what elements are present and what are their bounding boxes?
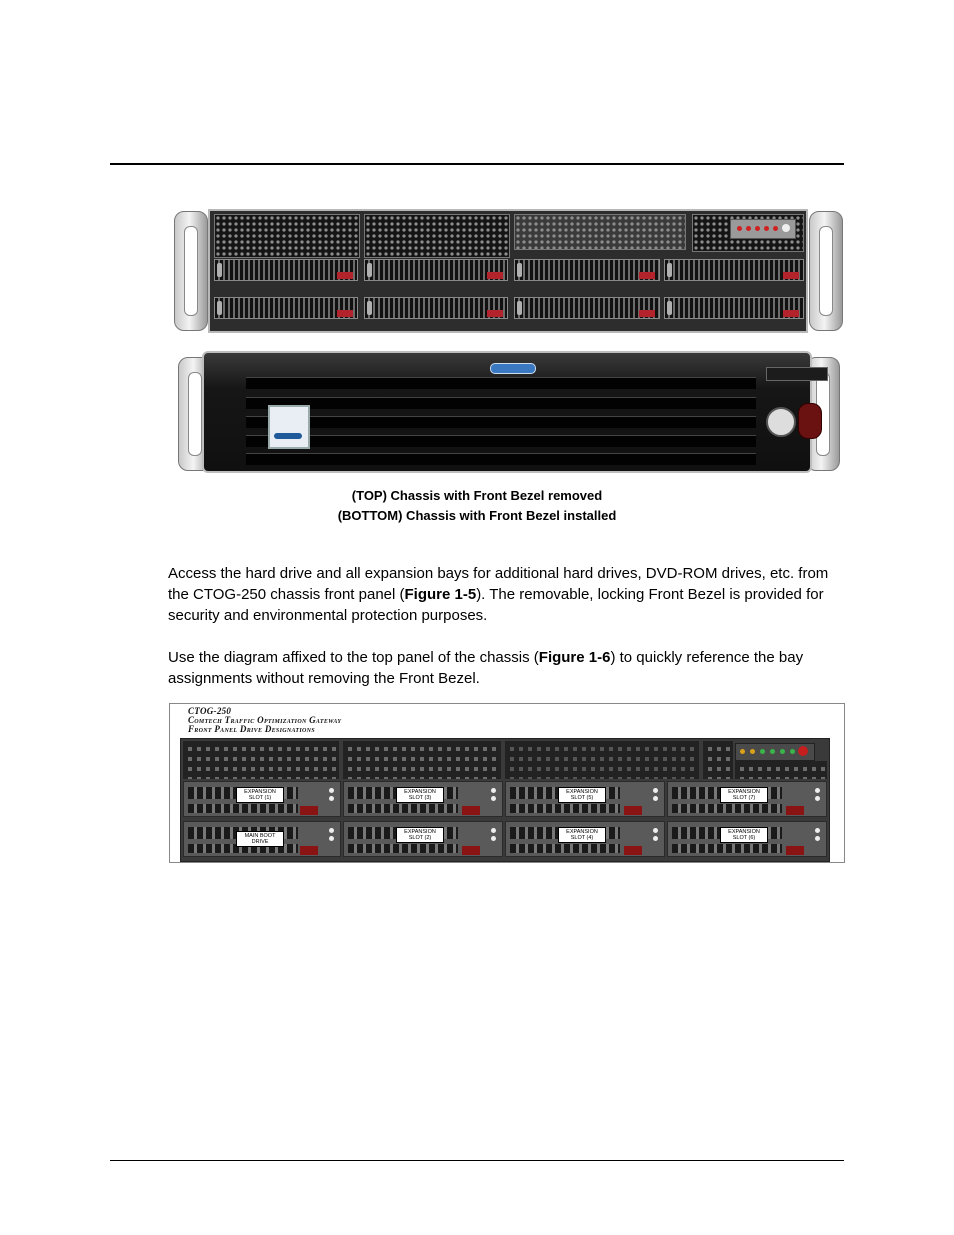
diagram-subtitle: Front Panel Drive Designations (188, 724, 315, 734)
diagram-subtitle: Comtech Traffic Optimization Gateway (188, 715, 342, 725)
bezel-slat (246, 435, 756, 447)
bezel-led-window (766, 367, 828, 381)
vent-grille (214, 214, 360, 258)
paragraph-text: ) to quickly reference the bay assignments without removing the Front Bezel. (168, 649, 804, 687)
bay-label: EXPANSION SLOT (4) (558, 827, 606, 843)
figure-caption-line1: (TOP) Chassis with Front Bezel removed (351, 488, 603, 503)
bay-expansion-slot-7 (667, 781, 827, 817)
status-led (770, 749, 775, 754)
figure-reference: Figure 1-6 (538, 649, 611, 666)
right-handle (809, 211, 843, 331)
paragraph-diagram (168, 647, 848, 689)
vent-grille (364, 214, 510, 258)
diagram-front-panel (180, 738, 830, 862)
chassis-bezel-removed (172, 205, 843, 335)
bay-label: EXPANSION SLOT (3) (396, 787, 444, 803)
chassis-front-panel (208, 209, 808, 333)
header-rule (110, 163, 844, 165)
diagram-vent (703, 741, 733, 779)
drive-tray (664, 297, 804, 319)
paragraph-text: ). The removable, locking Front Bezel is provided for security and environmental protection purposes. (168, 586, 824, 624)
drive-tray (364, 259, 508, 281)
bay-expansion-slot-2 (343, 821, 503, 857)
bay-expansion-slot-6 (667, 821, 827, 857)
bay-latch (462, 846, 480, 855)
diagram-dvd-bay (505, 741, 699, 779)
paragraph-text: Access the hard drive and all expansion bays for additional hard drives, DVD-ROM drives, etc. from the CTOG-250 chassis front panel ( (168, 565, 829, 603)
bezel-release-knob (798, 403, 822, 439)
drive-tray (664, 259, 804, 281)
drive-tray (214, 297, 358, 319)
bay-label: EXPANSION SLOT (1) (236, 787, 284, 803)
power-button-icon (798, 746, 808, 756)
diagram-vent (343, 741, 501, 779)
ctog-badge (268, 405, 310, 449)
bay-expansion-slot-1 (183, 781, 341, 817)
bezel-slat (246, 453, 756, 465)
drive-tray (514, 297, 660, 319)
bay-latch (786, 806, 804, 815)
bezel-lock-icon (766, 407, 796, 437)
paragraph-front-panel (168, 563, 848, 626)
bay-expansion-slot-3 (343, 781, 503, 817)
bay-latch (624, 846, 642, 855)
status-led (750, 749, 755, 754)
diagram-vent (735, 761, 827, 779)
bay-expansion-slot-4 (505, 821, 665, 857)
status-led (740, 749, 745, 754)
bay-label: EXPANSION SLOT (6) (720, 827, 768, 843)
diagram-title: CTOG-250 (188, 706, 232, 716)
control-panel (730, 219, 796, 239)
status-led (760, 749, 765, 754)
drive-tray (214, 259, 358, 281)
figure-reference: Figure 1-5 (404, 586, 477, 603)
paragraph-text: Use the diagram affixed to the top panel of the chassis ( (168, 649, 539, 666)
bay-expansion-slot-5 (505, 781, 665, 817)
drive-designations-diagram (169, 703, 845, 863)
diagram-vent (183, 741, 339, 779)
chassis-bezel-installed (172, 347, 843, 477)
left-handle (174, 211, 208, 331)
chassis-photo (172, 205, 843, 477)
front-bezel (202, 351, 812, 473)
dvd-bay (514, 214, 686, 250)
diagram-status-leds (735, 743, 815, 761)
bay-label: EXPANSION SLOT (5) (558, 787, 606, 803)
bay-latch (462, 806, 480, 815)
drive-tray (364, 297, 508, 319)
bay-latch (300, 806, 318, 815)
bay-main-boot-drive (183, 821, 341, 857)
comtech-logo (490, 363, 536, 374)
figure-caption-line2: (BOTTOM) Chassis with Front Bezel installed (337, 508, 617, 523)
bay-latch (786, 846, 804, 855)
footer-rule (110, 1160, 844, 1161)
bezel-slat (246, 397, 756, 409)
bay-label: MAIN BOOT DRIVE (236, 831, 284, 847)
bay-latch (300, 846, 318, 855)
bezel-slat (246, 416, 756, 428)
drive-tray (514, 259, 660, 281)
bay-latch (624, 806, 642, 815)
status-led (790, 749, 795, 754)
bezel-slat (246, 377, 756, 389)
status-led (780, 749, 785, 754)
bay-label: EXPANSION SLOT (7) (720, 787, 768, 803)
bay-label: EXPANSION SLOT (2) (396, 827, 444, 843)
